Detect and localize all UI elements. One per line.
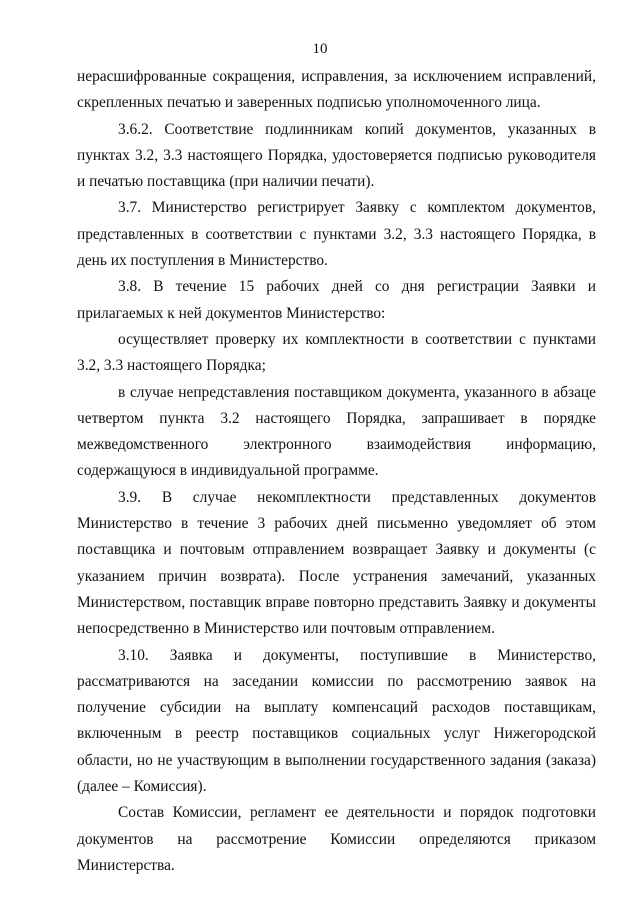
paragraph-3-10: 3.10. Заявка и документы, поступившие в Министерство, рассматриваются на заседании комиссии по рассмотрению заявок на получение субсидии на выплату компенсаций расходов поставщикам, включенным в реестр поставщиков социальных услуг Нижегородской области, но не участвующим в выполнении государственного задания (заказа) (далее – Комиссия). (77, 646, 596, 796)
document-body (77, 64, 596, 879)
paragraph-3-9: 3.9. В случае некомплектности представленных документов Министерство в течение 3 рабочих дней письменно уведомляет об этом поставщика и почтовым отправлением возвращает Заявку и документы (с указанием причин возврата). После устранения замечаний, указанных Министерством, поставщик вправе повторно представить Заявку и документы непосредственно в Министерство или почтовым отправлением. (77, 488, 596, 638)
paragraph-3-8-item-2: в случае непредставления поставщиком документа, указанного в абзаце четвертом пункта 3.2 настоящего Порядка, запрашивает в порядке межведомственного электронного взаимодействия информацию, содержащуюся в индивидуальной программе. (77, 383, 596, 480)
paragraph-commission: Состав Комиссии, регламент ее деятельности и порядок подготовки документов на рассмотрение Комиссии определяются приказом Министерства. (77, 804, 596, 874)
paragraph-3-8: 3.8. В течение 15 рабочих дней со дня регистрации Заявки и прилагаемых к ней документов Министерство: (77, 278, 596, 322)
page-number: 10 (312, 41, 328, 57)
paragraph-3-6-2: 3.6.2. Соответствие подлинникам копий документов, указанных в пунктах 3.2, 3.3 настоящего Порядка, удостоверяется подписью руководителя и печатью поставщика (при наличии печати). (77, 120, 596, 191)
paragraph-continuation: нерасшифрованные сокращения, исправления, за исключением исправлений, скрепленных печатью и заверенных подписью уполномоченного лица. (77, 68, 596, 112)
paragraph-3-7: 3.7. Министерство регистрирует Заявку с комплектом документов, представленных в соответствии с пунктами 3.2, 3.3 настоящего Порядка, в день их поступления в Министерство. (77, 199, 596, 270)
paragraph-3-8-item-1: осуществляет проверку их комплектности в соответствии с пунктами 3.2, 3.3 настоящего Порядка; (77, 330, 596, 375)
